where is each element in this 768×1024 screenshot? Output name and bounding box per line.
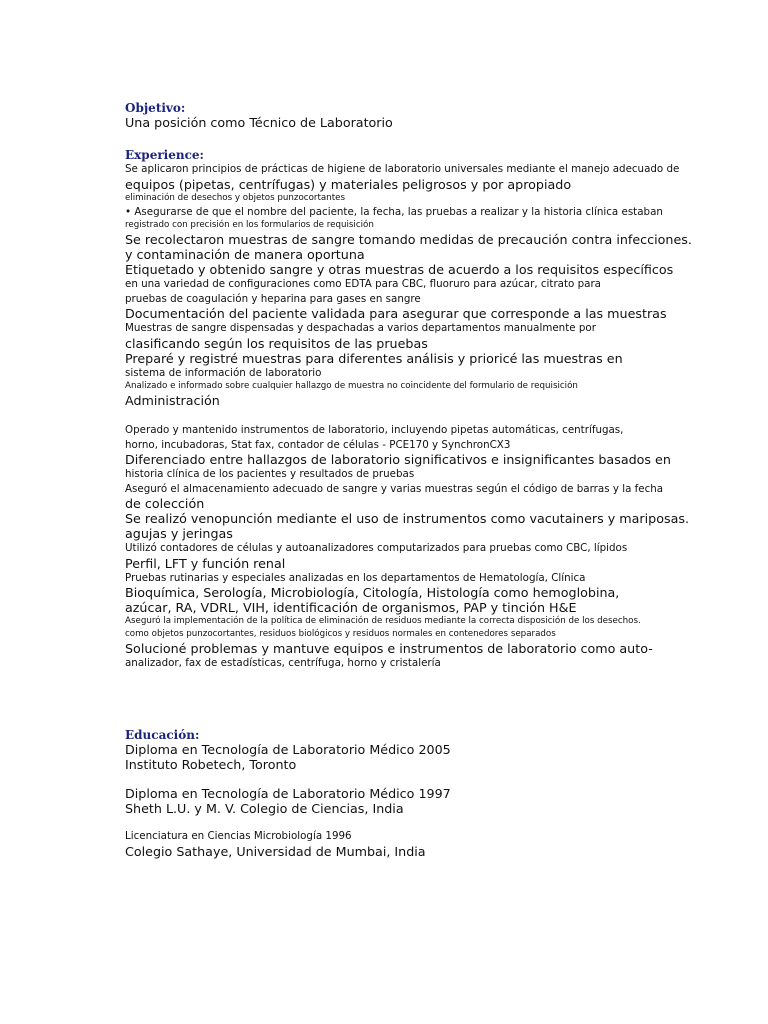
experience-line: y contaminación de manera oportuna bbox=[125, 247, 365, 262]
experience-line: azúcar, RA, VDRL, VIH, identificación de organismos, PAP y tinción H&E bbox=[125, 600, 577, 615]
experience-line: en una variedad de configuraciones como EDTA para CBC, fluoruro para azúcar, citrato para bbox=[125, 278, 601, 290]
experience-line: agujas y jeringas bbox=[125, 526, 233, 541]
objective-heading: Objetivo: bbox=[125, 101, 186, 115]
experience-line: Utilizó contadores de células y autoanalizadores computarizados para pruebas como CBC, lípidos bbox=[125, 542, 628, 554]
education-degree: Licenciatura en Ciencias Microbiología 1996 bbox=[125, 830, 352, 842]
experience-line: Muestras de sangre dispensadas y despachadas a varios departamentos manualmente por bbox=[125, 322, 596, 334]
experience-line: Operado y mantenido instrumentos de laboratorio, incluyendo pipetas automáticas, centrífugas, bbox=[125, 424, 624, 436]
experience-line: analizador, fax de estadísticas, centrífuga, horno y cristalería bbox=[125, 657, 441, 669]
experience-line: historia clínica de los pacientes y resultados de pruebas bbox=[125, 468, 415, 480]
experience-line bbox=[125, 408, 735, 423]
education-section bbox=[125, 728, 735, 859]
experience-line: Diferenciado entre hallazgos de laboratorio significativos e insignificantes basados en bbox=[125, 452, 671, 467]
experience-list bbox=[125, 162, 735, 671]
experience-line: Documentación del paciente validada para asegurar que corresponde a las muestras bbox=[125, 306, 667, 321]
experience-line: pruebas de coagulación y heparina para gases en sangre bbox=[125, 292, 421, 305]
experience-line: Se recolectaron muestras de sangre tomando medidas de precaución contra infecciones. bbox=[125, 232, 692, 247]
experience-line: Solucioné problemas y mantuve equipos e instrumentos de laboratorio como auto- bbox=[125, 641, 653, 656]
education-degree: Diploma en Tecnología de Laboratorio Médico 2005 bbox=[125, 742, 451, 757]
education-entry bbox=[125, 742, 735, 772]
experience-line: Se realizó venopunción mediante el uso de instrumentos como vacutainers y mariposas. bbox=[125, 511, 690, 526]
education-school: Sheth L.U. y M. V. Colegio de Ciencias, India bbox=[125, 801, 404, 816]
experience-line: Administración bbox=[125, 393, 220, 408]
experience-line: Pruebas rutinarias y especiales analizadas en los departamentos de Hematología, Clínica bbox=[125, 571, 586, 584]
objective-text: Una posición como Técnico de Laboratorio bbox=[125, 115, 393, 130]
experience-line: Etiquetado y obtenido sangre y otras muestras de acuerdo a los requisitos específicos bbox=[125, 262, 674, 277]
education-entry bbox=[125, 786, 735, 816]
experience-line: Aseguró la implementación de la política de eliminación de residuos mediante la correcta disposición de los desechos. bbox=[125, 616, 641, 626]
experience-line: Preparé y registré muestras para diferentes análisis y prioricé las muestras en bbox=[125, 350, 623, 366]
education-degree: Diploma en Tecnología de Laboratorio Médico 1997 bbox=[125, 786, 451, 801]
education-school: Instituto Robetech, Toronto bbox=[125, 757, 297, 772]
experience-line: Aseguró el almacenamiento adecuado de sangre y varias muestras según el código de barras y la fecha bbox=[125, 482, 664, 495]
experience-line: eliminación de desechos y objetos punzocortantes bbox=[125, 192, 345, 203]
experience-line: Bioquímica, Serología, Microbiología, Citología, Histología como hemoglobina, bbox=[125, 585, 620, 600]
objective-section bbox=[125, 101, 735, 130]
experience-line: clasificando según los requisitos de las pruebas bbox=[125, 335, 428, 351]
education-entry bbox=[125, 829, 735, 859]
experience-line: sistema de información de laboratorio bbox=[125, 366, 322, 379]
experience-line: de colección bbox=[125, 496, 205, 511]
experience-line: Analizado e informado sobre cualquier hallazgo de muestra no coincidente del formulario de requisición bbox=[125, 381, 578, 391]
experience-line: Perfil, LFT y función renal bbox=[125, 555, 286, 571]
experience-line: equipos (pipetas, centrífugas) y materiales peligrosos y por apropiado bbox=[125, 176, 572, 192]
experience-line: • Asegurarse de que el nombre del paciente, la fecha, las pruebas a realizar y la historia clínica estaban bbox=[125, 205, 663, 218]
experience-line: como objetos punzocortantes, residuos biológicos y residuos normales en contenedores separados bbox=[125, 629, 556, 639]
experience-heading: Experience: bbox=[125, 148, 204, 162]
experience-section bbox=[125, 148, 735, 671]
experience-line: registrado con precisión en los formularios de requisición bbox=[125, 220, 374, 230]
experience-line: horno, incubadoras, Stat fax, contador de células - PCE170 y SynchronCX3 bbox=[125, 438, 511, 451]
education-heading: Educación: bbox=[125, 728, 200, 742]
education-school: Colegio Sathaye, Universidad de Mumbai, India bbox=[125, 843, 426, 859]
experience-line: Se aplicaron principios de prácticas de higiene de laboratorio universales mediante el manejo adecuado de bbox=[125, 163, 680, 175]
